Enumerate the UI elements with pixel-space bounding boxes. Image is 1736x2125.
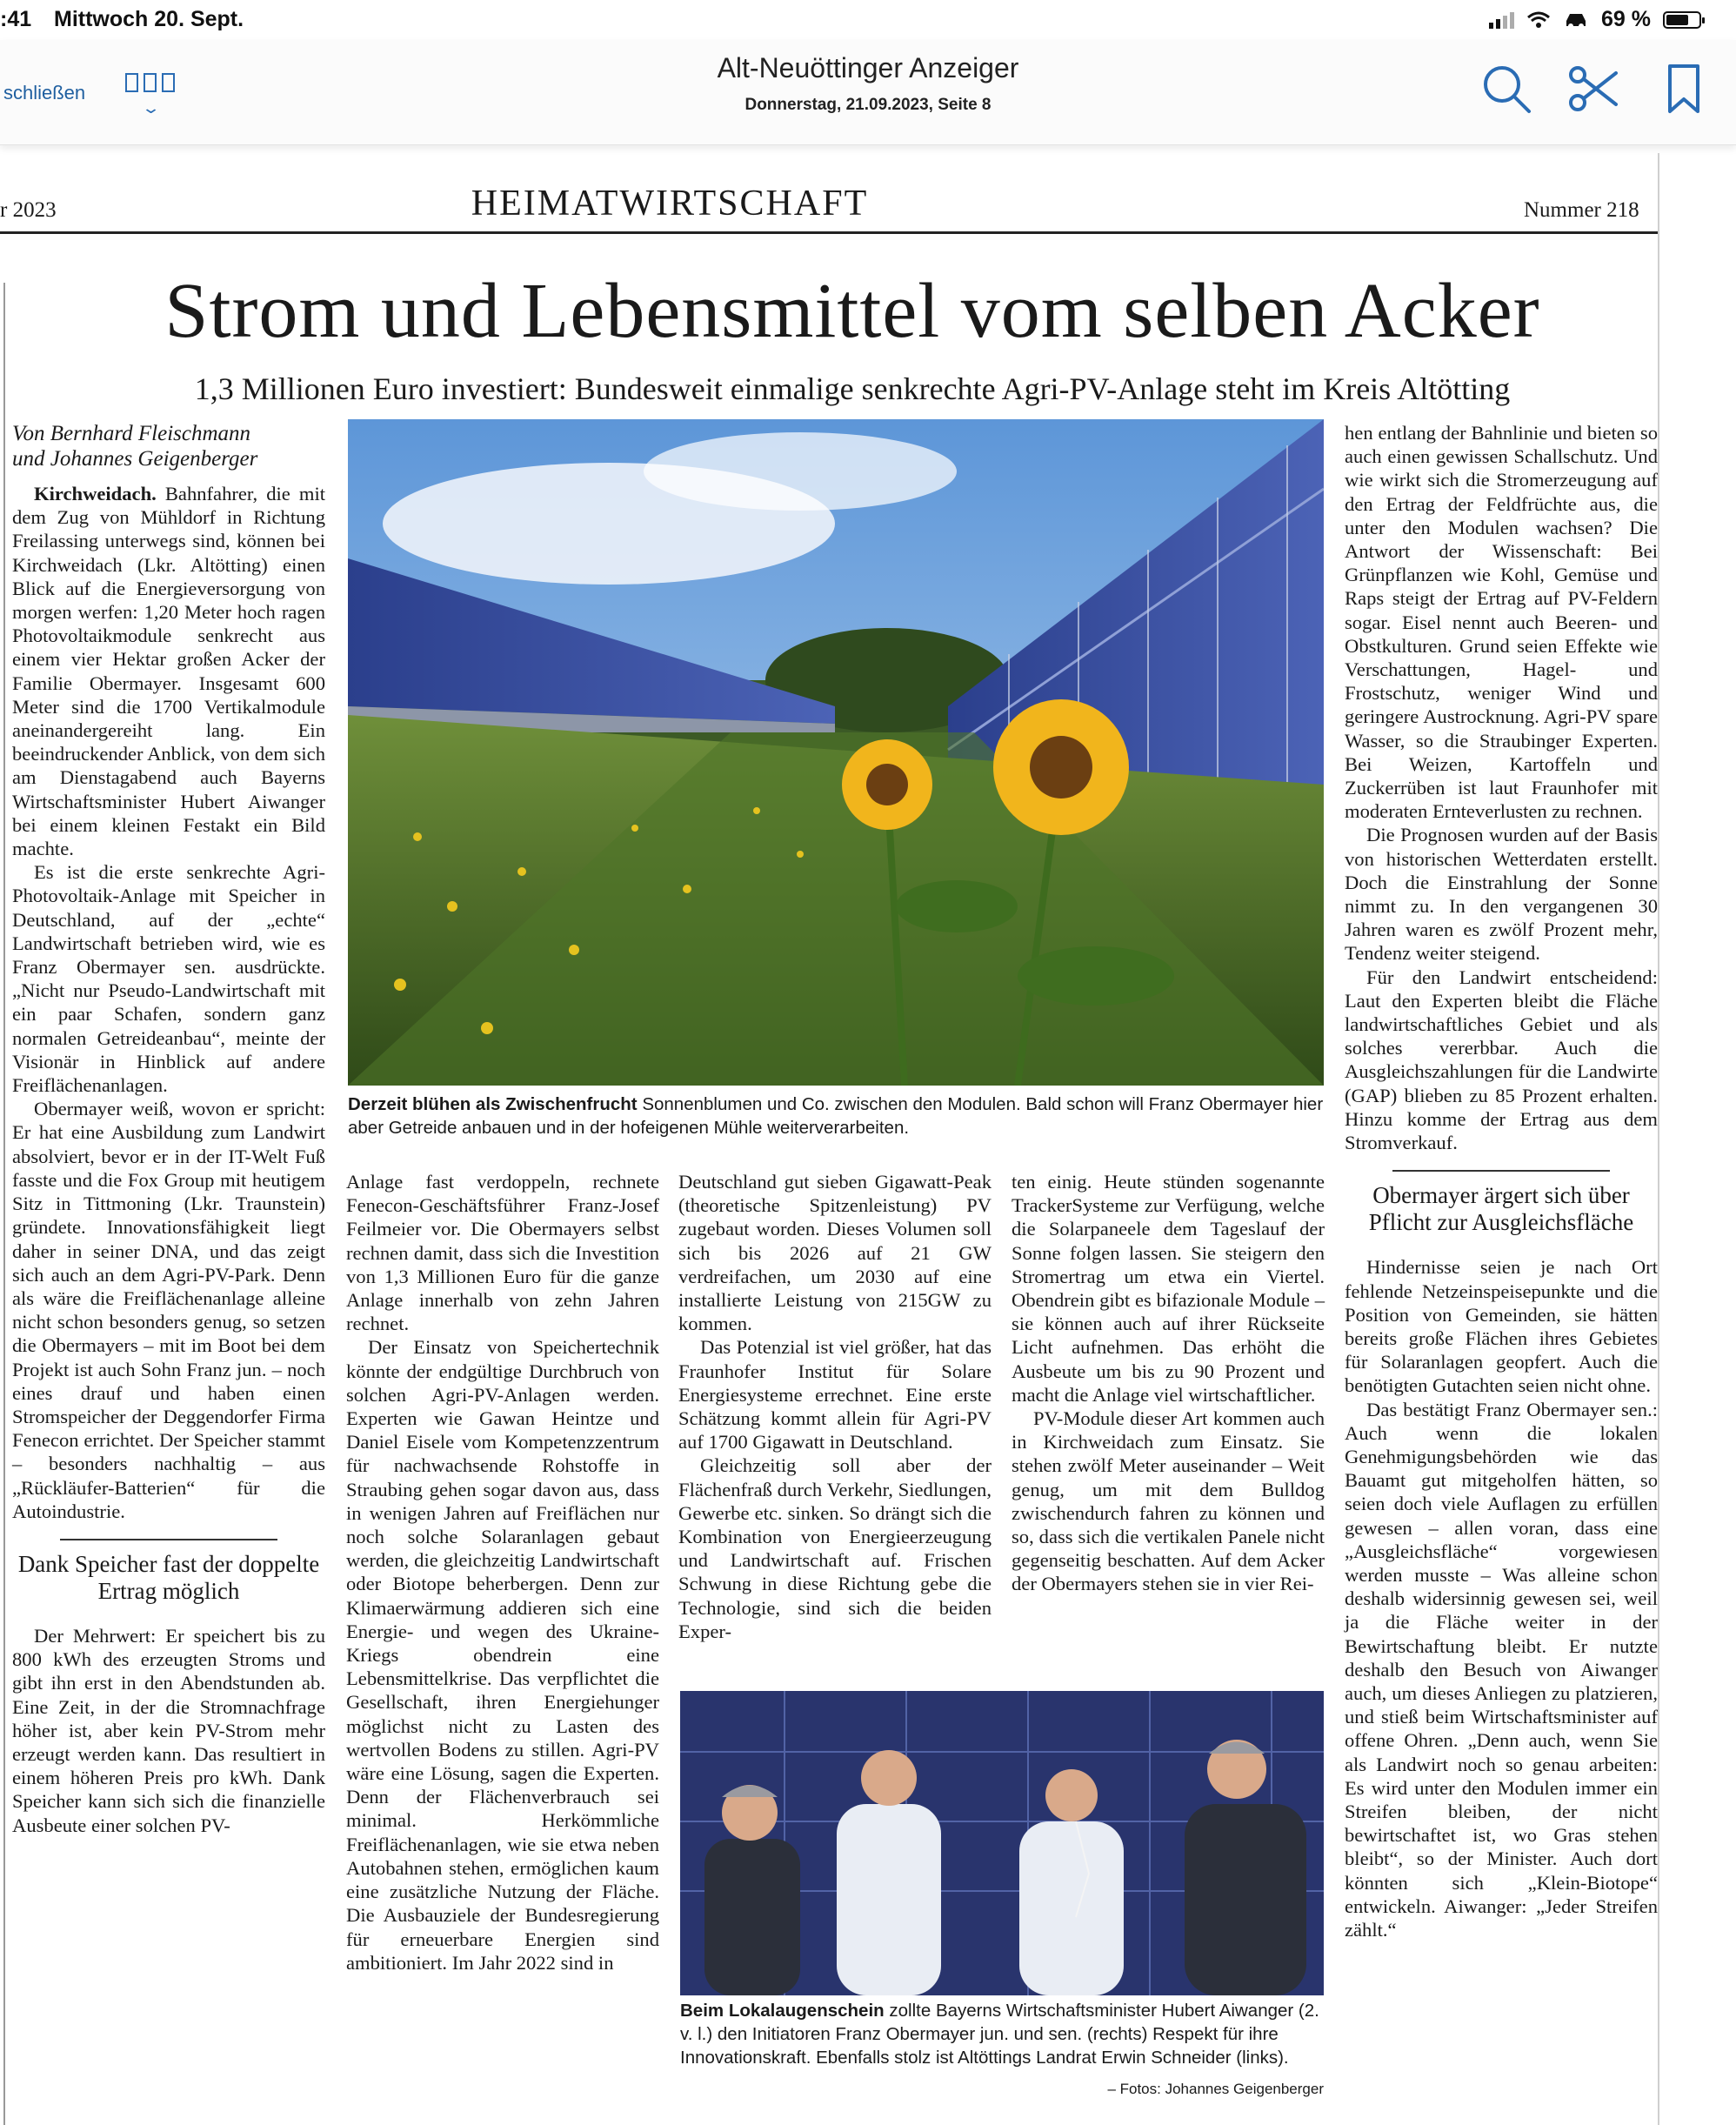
issue-info: Donnerstag, 21.09.2023, Seite 8	[744, 96, 992, 114]
page-date: r 2023	[0, 198, 57, 222]
header-rule	[0, 231, 1658, 234]
paragraph: Bahnfahrer, die mit dem Zug von Mühldorf in Richtung Freilassing unterwegs sind, können bei Kirchweidach (Lkr. Altötting) einen Blick auf die Energieversorgung von morgen werfen: 1,20 Meter hoch ragen Photovoltaikmodule senkrecht aus einem vier Hektar großen Acker der Familie Obermayer. Insgesamt 600 Meter sind die 1700 Vertikalmodule aneinandergereiht lang. Ein beeindruckender Anblick, von dem sich am Dienstagabend auch Bayerns Wirtschaftsminister Hubert Aiwanger bei einem kleinen Festakt ein Bild machte.	[12, 483, 326, 860]
photo-caption	[680, 1999, 1324, 2069]
article-subheadline: 1,3 Millionen Euro investiert: Bundesweit einmalige senkrechte Agri-PV-Anlage steht im Kreis Altötting	[194, 371, 1511, 406]
column-5	[1345, 421, 1658, 1941]
paragraph: Obermayer weiß, wovon er spricht: Er hat eine Ausbildung zum Landwirt absolviert, bevor er in der IT-Welt Fuß fasste und die Fox Group mit heutigem Sitz in Tittmoning (Lkr. Traunstein) gründete. Innovationsfähigkeit liegt daher in seiner DNA, und das zeigt sich auch an dem Agri-PV-Park. Denn als wäre die Freiflächenanlage alleine nicht schon besonders genug, so setzen die Obermayers – mit im Boot bei dem Projekt ist auch Sohn Franz jun. – noch eines drauf und haben einen Stromspeicher der Deggendorfer Firma Fenecon errichtet. Der Speicher stammt – besonders nachhaltig – aus „Rückläufer-Batterien“ für die Autoindustrie.	[12, 1098, 325, 1522]
article-headline: Strom und Lebensmittel vom selben Acker	[164, 268, 1540, 354]
solar-field-photo	[348, 419, 1324, 1086]
paragraph: hen entlang der Bahnlinie und bieten so auch einen gewissen Schallschutz. Und wie wirkt sich die Stromerzeugung auf den Ertrag der Feldfrüchte aus, die unter den Modulen wachsen? Die Antwort der Wissenschaft: Bei Grünpflanzen wie Kohl, Gemüse und Raps steigt der Ertrag auf PV-Feldern sogar. Eisel nennt auch Beeren- und Obstkulturen. Grund seien Effekte wie Verschattungen, Hagel- und Frostschutz, weniger Wind und geringere Austrocknung. Agri-PV spare Wasser, so die Straubinger Experten. Bei Weizen, Kartoffeln und Zuckerrüben ist laut Fraunhofer mit moderaten Ernteverlusten zu rechnen.	[1345, 422, 1658, 823]
bookmark-icon[interactable]	[1658, 63, 1710, 115]
dateline: Kirchweidach.	[34, 483, 157, 505]
paper-title: Alt-Neuöttinger Anzeiger	[717, 52, 1019, 84]
paragraph: Der Einsatz von Speichertechnik könnte der endgültige Durchbruch von solchen Agri-PV-Anlagen werden. Experten wie Gawan Heintze und Daniel Eisele vom Kompetenzzentrum für nachwachsende Rohstoffe in Straubing gehen sogar davon aus, dass in wenigen Jahren auf Freiflächen nur noch solche Solaranlagen gebaut werden, die gleichzeitig Landwirtschaft oder Biotope beherbergen. Denn zur Klimaerwärmung addieren sich eine Energie- und wegen des Ukraine-Kriegs obendrein eine Lebensmittelkrise. Das verpflichtet die Gesellschaft, ihren Energiehunger möglichst nicht zu Lasten des wertvollen Bodens zu stillen. Agri-PV wäre eine Lösung, sagen die Experten. Denn der Flächenverbrauch sei minimal. Herkömmliche Freiflächenanlagen, wie sie etwa neben Autobahnen stehen, ermöglichen kaum eine zusätzliche Nutzung der Fläche. Die Ausbauziele der Bundesregierung für erneuerbare Energien sind ambitioniert. Im Jahr 2022 sind in	[346, 1336, 659, 1974]
section-title: HEIMATWIRTSCHAFT	[471, 184, 869, 224]
paragraph: Die Prognosen wurden auf der Basis von historischen Wetterdaten erstellt. Doch die Einstrahlung der Sonne nimmt zu. In den vergangenen 30 Jahren waren es zwölf Prozent mehr, Tendenz weiter steigend.	[1345, 824, 1658, 965]
paragraph: Das Potenzial ist viel größer, hat das Fraunhofer Institut für Solare Energiesysteme errechnet. Eine erste Schätzung kommt allein für Agri-PV auf 1700 Gigawatt in Deutschland.	[678, 1336, 992, 1453]
battery-icon	[1663, 11, 1701, 29]
subhead-rule	[1392, 1170, 1610, 1172]
subhead: Dank Speicher fast der doppelte Ertrag möglich	[17, 1550, 320, 1604]
status-bar	[0, 0, 1736, 40]
signal-icon	[1489, 11, 1514, 29]
caption-text: Sonnenblumen und Co. zwischen den Modulen. Bald schon will Franz Obermayer hier aber Getreide anbauen und in der hofeigenen Mühle weiterverarbeiten.	[348, 1094, 1324, 1138]
paragraph: PV-Module dieser Art kommen auch in Kirchweidach zum Einsatz. Sie stehen zwölf Meter auseinander – Weit genug, um mit dem Bulldog zwischendurch fahren zu können und so, dass sich die vertikalen Panele nicht gegenseitig beschatten. Auf dem Acker der Obermayers stehen sie in vier Rei-	[1012, 1407, 1325, 1595]
page-edge	[1658, 153, 1659, 2125]
left-margin-rule	[3, 283, 5, 2125]
status-time: :41	[0, 7, 32, 31]
reader-toolbar	[0, 40, 1736, 145]
paragraph: Deutschland gut sieben Gigawatt-Peak (theoretische Spitzenleistung) PV zugebaut worden. Dieses Volumen soll sich bis 2026 auf 21 GW verdreifachen, um 2030 auf eine installierte Leistung von 215GW zu kommen.	[678, 1171, 992, 1335]
status-date: Mittwoch 20. Sept.	[54, 7, 244, 31]
caption-lead: Beim Lokalaugenschein	[680, 2001, 885, 2021]
photo-caption	[348, 1093, 1324, 1139]
column-2	[346, 1170, 659, 1975]
issue-number: Nummer 218	[1524, 198, 1639, 222]
car-icon	[1563, 10, 1589, 30]
column-3	[678, 1170, 992, 1643]
caption-text: zollte Bayerns Wirtschaftsminister Hubert Aiwanger (2. v. l.) den Initiatoren Franz Obermayer jun. und sen. (rechts) Respekt für ihre Innovationskraft. Ebenfalls stolz ist Altöttings Landrat Erwin Schneider (links).	[680, 2001, 1319, 2068]
chevron-down-icon: ⌄	[141, 99, 161, 117]
close-button[interactable]: schließen	[3, 82, 86, 104]
paragraph: Gleichzeitig soll aber der Flächenfraß durch Verkehr, Siedlungen, Gewerbe etc. sinken. So drängt sich die Kombination von Energieerzeugung und Landwirtschaft auf. Frischen Schwung in diese Richtung gebe die Technologie, sind sich die beiden Exper-	[678, 1454, 992, 1642]
column-4	[1012, 1170, 1325, 1596]
paragraph: Das bestätigt Franz Obermayer sen.: Auch wenn die lokalen Genehmigungsbehörden wie das Bauamt gut mitgeholfen hätten, so seien doch viele Auflagen zu erfüllen gewesen – allen voran, dass eine „Ausgleichsfläche“ vorgewiesen werden musste – Was alleine schon deshalb widersinnig gewesen sei, weil ja die Fläche weiter in der Bewirtschaftung bleibt. Er nutzte deshalb den Besuch von Aiwanger auch, um dieses Anliegen zu platzieren, und stieß beim Wirtschaftsminister auf offene Ohren. „Denn auch, wenn Sie als Landwirt noch so genau arbeiten: Es wird unter den Modulen immer ein Streifen bleiben, der nicht bewirtschaftet ist, wo Gras stehen bleibt“, so der Minister. Auch dort könnten sich „Klein-Biotope“ entwickeln. Aiwanger: „Jeder Streifen zählt.“	[1345, 1398, 1658, 1941]
photo-credit: – Fotos: Johannes Geigenberger	[1107, 2081, 1324, 2097]
wifi-icon	[1526, 10, 1551, 30]
byline-2: und Johannes Geigenberger	[12, 447, 258, 471]
battery-percent: 69 %	[1601, 7, 1651, 31]
subhead: Obermayer ärgert sich über Pflicht zur Ausgleichsfläche	[1368, 1182, 1634, 1236]
subhead-rule	[60, 1539, 277, 1540]
byline-1: Von Bernhard Fleischmann	[12, 422, 251, 445]
caption-lead: Derzeit blühen als Zwischenfrucht	[348, 1094, 638, 1114]
paragraph: Anlage fast verdoppeln, rechnete Fenecon-Geschäftsführer Franz-Josef Feilmeier vor. Die Obermayers selbst rechnen damit, dass sich die Investition von 1,3 Millionen Euro für die ganze Anlage innerhalb von zehn Jahren rechnet.	[346, 1171, 659, 1335]
paragraph: Es ist die erste senkrechte Agri-Photovoltaik-Anlage mit Speicher in Deutschland, auf der „echte“ Landwirtschaft betrieben wird, wie es Franz Obermayer sen. ausdrückte. „Nicht nur Pseudo-Landwirtschaft mit ein paar Schafen, sondern ganz normalen Getreideanbau“, meinte der Visionär in Hinblick auf andere Freiflächenanlagen.	[12, 861, 325, 1097]
paragraph: Der Mehrwert: Er speichert bis zu 800 kWh des erzeugten Stroms und gibt ihn erst in den Abendstunden ab. Eine Zeit, in der die Stromnachfrage höher ist, aber kein PV-Strom mehr erzeugt werden kann. Das resultiert in einem höheren Preis pro kWh. Dank Speicher kann sich sich die finanzielle Ausbeute einer solchen PV-	[12, 1624, 325, 1836]
paragraph: Für den Landwirt entscheidend: Laut den Experten bleibt die Fläche landwirtschaftliches Gebiet und als solches vererbbar. Auch die Ausgleichszahlungen für die Landwirte (GAP) blieben zu 85 Prozent erhalten. Hinzu komme der Ertrag aus dem Stromverkauf.	[1345, 966, 1658, 1154]
scissors-icon[interactable]	[1567, 63, 1619, 115]
column-1	[12, 421, 325, 1837]
minister-visit-photo	[680, 1691, 1324, 1995]
search-icon[interactable]	[1480, 63, 1532, 115]
paragraph: ten einig. Heute stünden sogenannte TrackerSysteme zur Verfügung, welche die Solarpaneele dem Tageslauf der Sonne folgen lassen. Sie steigern den Stromertrag um etwa ein Viertel. Obendrein gibt es bifazionale Module – sie können auch auf ihrer Rückseite Licht aufnehmen. Das erhöht die Ausbeute um bis zu 90 Prozent und macht die Anlage viel wirtschaftlicher.	[1012, 1171, 1325, 1406]
paragraph: Hindernisse seien je nach Ort fehlende Netzeinspeisepunkte und die Position von Gemeinden, sie hätten bereits große Flächen ihres Gebietes für Solaranlagen geopfert. Auch die benötigten Gutachten seien nicht ohne.	[1345, 1256, 1658, 1397]
status-icons	[1489, 7, 1701, 32]
